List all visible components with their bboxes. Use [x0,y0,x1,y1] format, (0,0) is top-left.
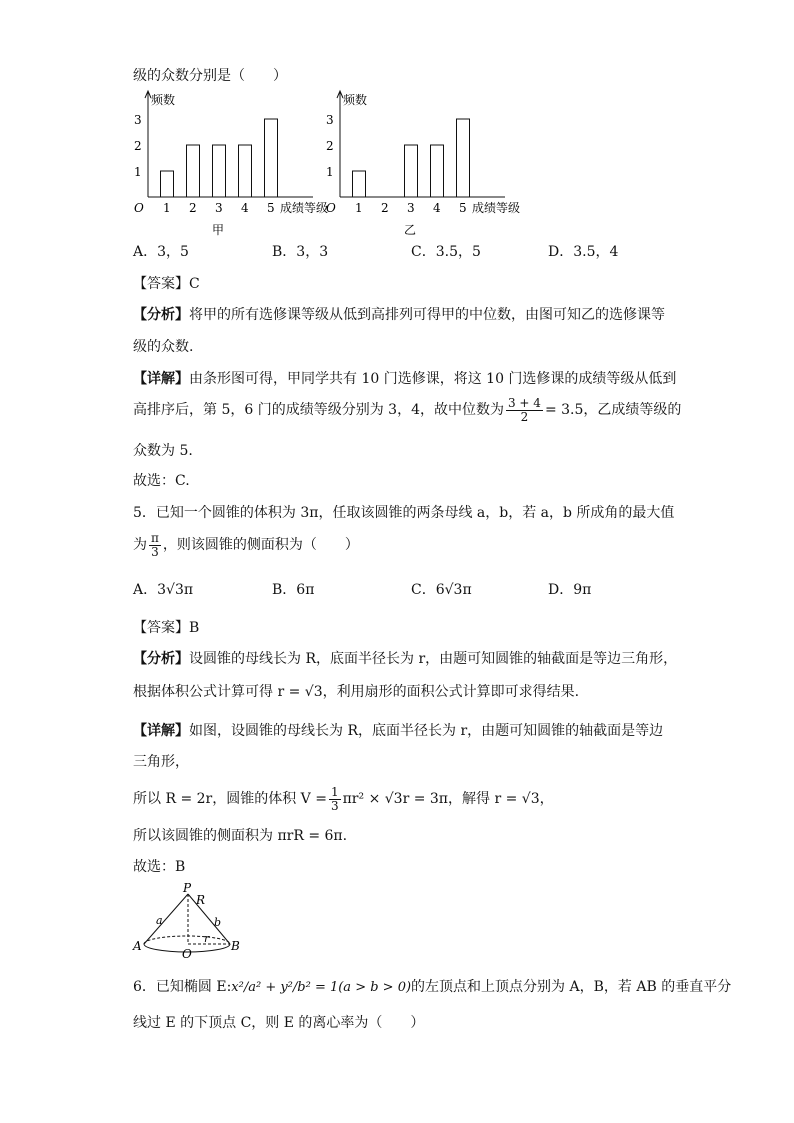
x-tick-label: 2 [381,201,389,215]
frac-denominator: 3 [330,798,339,813]
label-p: P [183,882,192,895]
q4-conclusion: 故选：C. [133,473,190,489]
bar-3 [405,145,418,197]
chart-title: 乙 [404,223,417,237]
y-axis-label: 频数 [343,93,368,107]
q4-detail-text1: 由条形图可得，甲同学共有 10 门选修课，将这 10 门选修课的成绩等级从低到 [189,371,677,387]
cone-figure [128,882,258,962]
chart-jia [128,88,338,243]
detail-tag: 【详解】 [133,723,189,739]
q4-median-fraction [506,397,543,424]
detail-tag: 【详解】 [133,371,189,387]
x-tick-label: 5 [267,201,275,215]
x-tick-label: 4 [433,201,441,215]
q4-intro: 级的众数分别是（ ） [133,68,287,84]
bar-5 [457,119,470,197]
origin-label: O [134,201,144,215]
q4-option-a: A．3，5 [133,244,189,260]
x-axis-label: 成绩等级 [280,201,329,215]
frac-denominator: 3 [151,544,159,559]
bar-4 [239,145,252,197]
q5-analysis-line1 [133,649,677,669]
q5-detail-line3 [133,784,554,814]
x-tick-label: 5 [459,201,467,215]
x-tick-label: 1 [355,201,363,215]
q5-option-a: A．3√3π [133,582,194,598]
x-tick-label: 4 [241,201,249,215]
q4-detail-line1 [133,369,676,389]
x-axis-label: 成绩等级 [472,201,521,215]
frac-numerator: 1 [330,784,339,799]
origin-label: O [326,201,336,215]
label-O: O [182,947,192,961]
q4-answer: 【答案】C [133,276,200,292]
bar-1 [353,171,366,197]
frac-denominator: 2 [520,409,529,424]
analysis-tag: 【分析】 [133,651,189,667]
analysis-tag: 【分析】 [133,307,189,323]
q5-analysis-text1: 设圆锥的母线长为 R，底面半径长为 r，由题可知圆锥的轴截面是等边三角形， [189,651,678,667]
q5-conclusion: 故选：B [133,859,186,875]
q4-option-b: B．3，3 [272,244,329,260]
q4-detail-text2b: = 3.5，乙成绩等级的 [544,402,682,418]
q4-analysis-line2: 级的众数. [133,339,194,355]
bar-2 [187,145,200,197]
q6-stem-line1 [133,972,731,1003]
q4-option-c: C．3.5，5 [411,244,481,260]
label-b: b [214,916,222,929]
bar-3 [213,145,226,197]
frac-numerator: π [151,530,159,545]
q4-option-d: D．3.5，4 [548,244,619,260]
q4-detail-line3: 众数为 5. [133,443,193,459]
q5-stem-line2 [133,530,359,560]
cone-base-back [144,936,230,944]
y-axis-label: 频数 [151,93,176,107]
label-A: A [133,939,142,953]
q5-answer: 【答案】B [133,620,200,636]
q5-stem-text2a: 为 [133,537,147,553]
q5-detail-line4: 所以该圆锥的侧面积为 πrR = 6π. [133,828,348,844]
chart-title: 甲 [212,223,225,237]
q5-option-b: B．6π [272,582,315,598]
bar-1 [161,171,174,197]
y-tick-label: 2 [134,139,142,153]
y-tick-label: 1 [134,165,142,179]
y-tick-label: 1 [326,165,334,179]
q5-detail-line1 [133,721,663,741]
x-tick-label: 3 [407,201,415,215]
q6-stem-text1a: 6．已知椭圆 E: [133,979,232,995]
x-tick-label: 2 [189,201,197,215]
label-r: r [204,932,210,945]
chart-yi [320,88,530,243]
frac-numerator: 3 + 4 [507,395,541,410]
q4-analysis-text1: 将甲的所有选修课等级从低到高排列可得甲的中位数，由图可知乙的选修课等 [189,307,665,323]
q5-detail-text3b: πr² × √3r = 3π，解得 r = √3， [342,791,554,807]
cone-generatrix-a [144,894,188,944]
bar-4 [431,145,444,197]
x-tick-label: 1 [163,201,171,215]
q5-detail-text1: 如图，设圆锥的母线长为 R，底面半径长为 r，由题可知圆锥的轴截面是等边 [189,723,664,739]
q4-analysis-line1 [133,305,665,325]
q5-option-d: D．9π [548,582,592,598]
q6-ellipse-equation: x²/a² + y²/b² = 1(a > b > 0) [231,980,412,995]
q5-volume-fraction [329,786,341,813]
q5-detail-line2: 三角形， [133,754,189,770]
y-tick-label: 3 [134,113,142,127]
q4-detail-text2a: 高排序后，第 5，6 门的成绩等级分别为 3，4，故中位数为 [133,402,504,418]
label-r-upper: R [196,893,206,907]
q5-option-c: C．6√3π [411,582,472,598]
label-B: B [231,939,240,953]
q5-stem-line1: 5．已知一个圆锥的体积为 3π，任取该圆锥的两条母线 a，b，若 a，b 所成角的最大值 [133,505,675,521]
y-tick-label: 3 [326,113,334,127]
q6-stem-line2: 线过 E 的下顶点 C，则 E 的离心率为（ ） [133,1015,425,1031]
q5-analysis-line2: 根据体积公式计算可得 r = √3，利用扇形的面积公式计算即可求得结果. [133,684,580,700]
q5-angle-fraction [149,532,161,559]
q5-detail-text3a: 所以 R = 2r，圆锥的体积 V = [133,791,327,807]
label-a: a [156,914,163,927]
q4-detail-line2 [133,396,681,424]
q5-stem-text2b: ，则该圆锥的侧面积为（ ） [162,537,359,553]
x-tick-label: 3 [215,201,223,215]
q6-stem-text1b: 的左顶点和上顶点分别为 A，B，若 AB 的垂直平分 [411,979,732,995]
bar-5 [265,119,278,197]
y-tick-label: 2 [326,139,334,153]
